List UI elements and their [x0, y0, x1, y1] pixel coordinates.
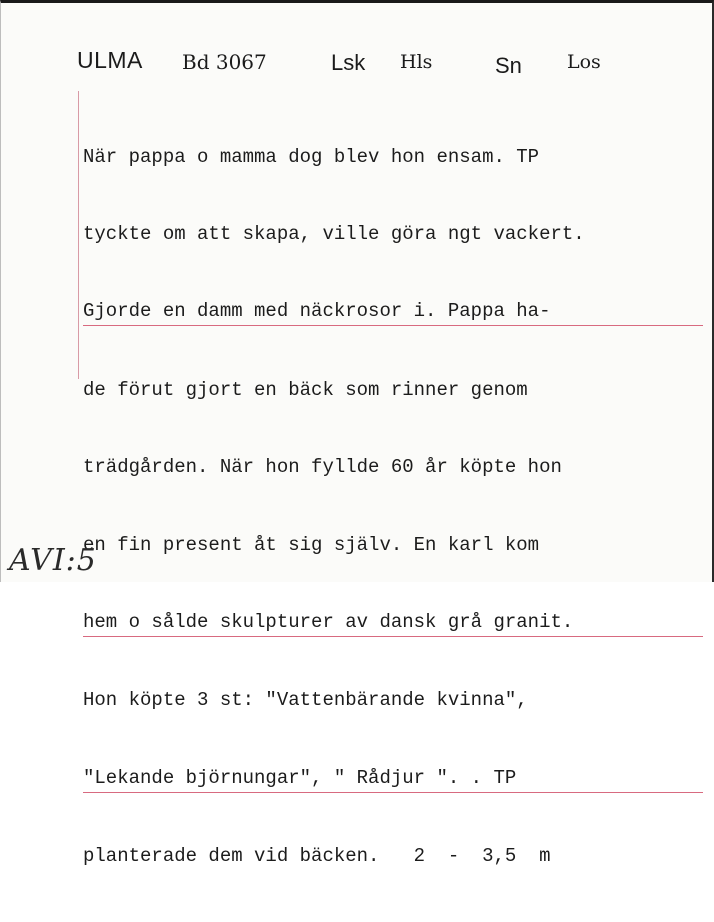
header-lsk: Lsk: [331, 50, 366, 75]
text-line: planterade dem vid bäcken. 2 - 3,5 m: [83, 845, 551, 868]
text-line: trädgården. När hon fyllde 60 år köpte hon: [83, 456, 562, 479]
header-place: ULMA: [77, 47, 143, 73]
handwritten-signature: AVI:5: [9, 543, 97, 578]
text-line: När pappa o mamma dog blev hon ensam. TP: [83, 145, 540, 168]
text-line: de förut gjort en bäck som rinner genom: [83, 378, 528, 401]
text-line: en fin present åt sig själv. En karl kom: [83, 533, 540, 556]
header-bd-number: Bd 3067: [182, 50, 267, 74]
text-line: tyckte om att skapa, ville göra ngt vackert.: [83, 222, 585, 245]
margin-line: [78, 91, 79, 379]
text-line: hem o sålde skulpturer av dansk grå granit.: [83, 610, 703, 637]
header-sn: Sn: [495, 53, 522, 78]
text-line: Gjorde en damm med näckrosor i. Pappa ha-: [83, 299, 703, 326]
text-line: Hon köpte 3 st: "Vattenbärande kvinna",: [83, 689, 528, 712]
text-line: "Lekande björnungar", " Rådjur ". . TP: [83, 766, 703, 793]
header-hls: Hls: [400, 51, 433, 73]
header-los: Los: [567, 51, 601, 73]
card-text: [83, 93, 703, 922]
